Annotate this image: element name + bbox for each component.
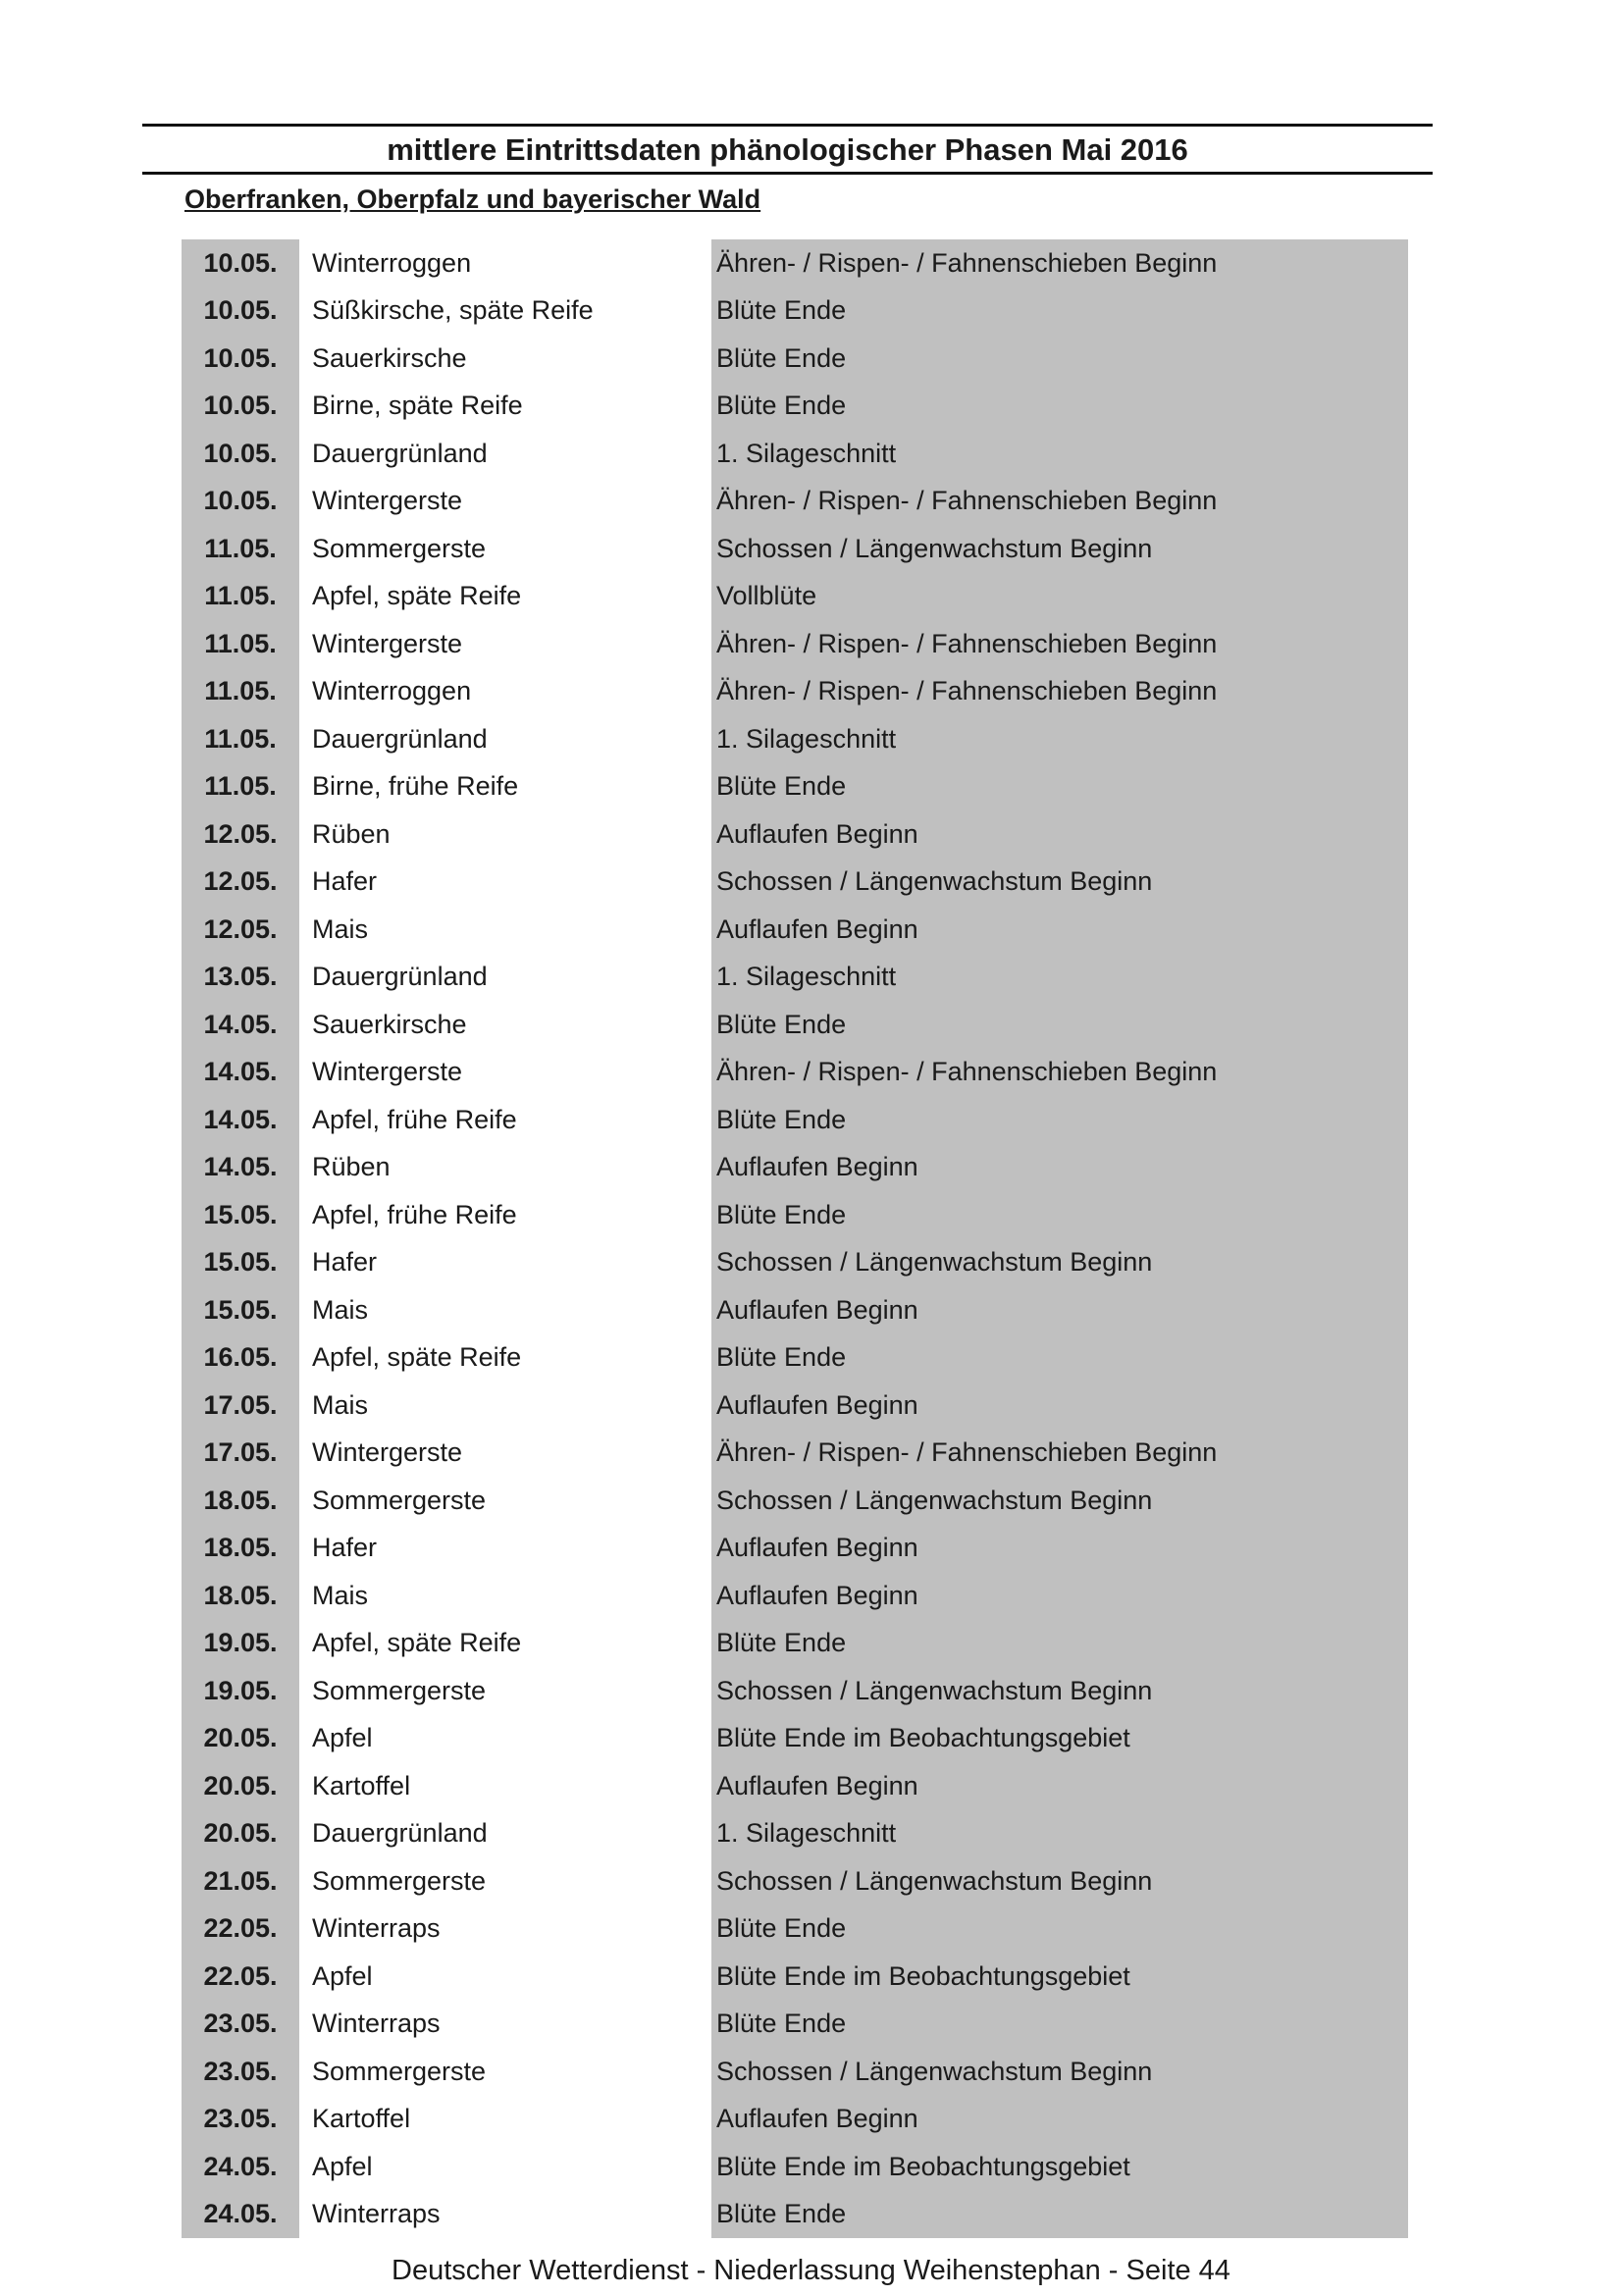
table-row: [182, 1191, 1408, 1239]
row-phase: Ähren- / Rispen- / Fahnenschieben Beginn: [711, 1049, 1408, 1097]
row-plant-cell: [299, 1762, 711, 1810]
row-plant: Dauergrünland: [312, 723, 488, 754]
row-phase: 1. Silageschnitt: [711, 1810, 1408, 1858]
row-plant: Apfel: [312, 1723, 373, 1753]
row-plant-cell: [299, 525, 711, 573]
table-row: [182, 1620, 1408, 1668]
row-plant: Rüben: [312, 818, 391, 849]
row-date: 22.05.: [182, 1953, 299, 2001]
row-plant-cell: [299, 1049, 711, 1097]
row-date: 18.05.: [182, 1525, 299, 1573]
table-row: [182, 1382, 1408, 1430]
row-plant-cell: [299, 1144, 711, 1192]
row-plant-cell: [299, 1905, 711, 1954]
row-date: 10.05.: [182, 287, 299, 336]
table-row: [182, 668, 1408, 716]
row-phase: Blüte Ende: [711, 1191, 1408, 1239]
table-row: [182, 1144, 1408, 1192]
table-row: [182, 525, 1408, 573]
row-phase: Ähren- / Rispen- / Fahnenschieben Beginn: [711, 478, 1408, 526]
phenology-table: [182, 239, 1408, 2238]
table-row: [182, 430, 1408, 478]
row-plant-cell: [299, 668, 711, 716]
table-row: [182, 239, 1408, 287]
row-plant: Birne, späte Reife: [312, 391, 523, 421]
row-date: 11.05.: [182, 715, 299, 763]
row-plant: Apfel, späte Reife: [312, 1628, 522, 1658]
phenology-table-body: [182, 239, 1408, 2238]
row-plant: Apfel, späte Reife: [312, 1342, 522, 1373]
row-phase: Auflaufen Beginn: [711, 1572, 1408, 1620]
table-row: [182, 2048, 1408, 2096]
row-phase: Auflaufen Beginn: [711, 2096, 1408, 2144]
table-row: [182, 620, 1408, 668]
row-plant: Kartoffel: [312, 1770, 411, 1800]
row-plant: Sommergerste: [312, 1865, 487, 1896]
row-date: 10.05.: [182, 478, 299, 526]
page-title: mittlere Eintrittsdaten phänologischer Phasen Mai 2016: [387, 132, 1188, 167]
table-row: [182, 1096, 1408, 1144]
row-plant: Sommergerste: [312, 533, 487, 563]
row-date: 10.05.: [182, 335, 299, 383]
table-row: [182, 1953, 1408, 2001]
row-phase: Schossen / Längenwachstum Beginn: [711, 1857, 1408, 1905]
row-phase: Blüte Ende: [711, 335, 1408, 383]
row-plant-cell: [299, 1191, 711, 1239]
row-phase: Blüte Ende: [711, 1001, 1408, 1049]
row-date: 12.05.: [182, 859, 299, 907]
row-phase: Blüte Ende: [711, 287, 1408, 336]
row-date: 17.05.: [182, 1430, 299, 1478]
row-plant-cell: [299, 1857, 711, 1905]
row-phase: Auflaufen Beginn: [711, 1286, 1408, 1334]
row-date: 11.05.: [182, 525, 299, 573]
table-row: [182, 1715, 1408, 1763]
row-phase: Blüte Ende: [711, 1620, 1408, 1668]
header-rule-bottom: [142, 172, 1433, 175]
row-plant-cell: [299, 954, 711, 1002]
row-plant-cell: [299, 1239, 711, 1287]
row-plant-cell: [299, 715, 711, 763]
row-plant: Mais: [312, 913, 369, 944]
row-phase: Schossen / Längenwachstum Beginn: [711, 1667, 1408, 1715]
row-plant-cell: [299, 1477, 711, 1525]
table-row: [182, 1334, 1408, 1383]
row-plant: Dauergrünland: [312, 1818, 488, 1849]
row-phase: Auflaufen Beginn: [711, 1382, 1408, 1430]
row-date: 19.05.: [182, 1620, 299, 1668]
row-date: 15.05.: [182, 1286, 299, 1334]
row-plant-cell: [299, 620, 711, 668]
row-date: 14.05.: [182, 1049, 299, 1097]
row-plant-cell: [299, 239, 711, 287]
table-row: [182, 1667, 1408, 1715]
row-phase: Ähren- / Rispen- / Fahnenschieben Beginn: [711, 239, 1408, 287]
table-row: [182, 1286, 1408, 1334]
row-plant: Winterraps: [312, 2199, 441, 2229]
table-row: [182, 1477, 1408, 1525]
row-phase: Auflaufen Beginn: [711, 1144, 1408, 1192]
row-phase: Blüte Ende im Beobachtungsgebiet: [711, 2143, 1408, 2191]
table-row: [182, 1001, 1408, 1049]
row-phase: Blüte Ende: [711, 1096, 1408, 1144]
row-plant: Rüben: [312, 1152, 391, 1182]
row-date: 10.05.: [182, 239, 299, 287]
row-plant: Wintergerste: [312, 1057, 463, 1087]
row-plant: Mais: [312, 1389, 369, 1420]
row-plant-cell: [299, 1382, 711, 1430]
row-plant: Apfel, frühe Reife: [312, 1104, 517, 1134]
row-plant-cell: [299, 383, 711, 431]
table-row: [182, 906, 1408, 954]
row-date: 11.05.: [182, 763, 299, 811]
row-date: 20.05.: [182, 1715, 299, 1763]
row-phase: Schossen / Längenwachstum Beginn: [711, 859, 1408, 907]
row-date: 17.05.: [182, 1382, 299, 1430]
row-plant: Kartoffel: [312, 2104, 411, 2134]
row-phase: Blüte Ende: [711, 1905, 1408, 1954]
row-date: 10.05.: [182, 430, 299, 478]
row-phase: Auflaufen Beginn: [711, 810, 1408, 859]
table-row: [182, 1905, 1408, 1954]
row-plant: Winterroggen: [312, 247, 472, 278]
table-row: [182, 859, 1408, 907]
row-plant-cell: [299, 1096, 711, 1144]
row-date: 11.05.: [182, 573, 299, 621]
table-row: [182, 1525, 1408, 1573]
table-row: [182, 1049, 1408, 1097]
table-row: [182, 1572, 1408, 1620]
row-phase: Schossen / Längenwachstum Beginn: [711, 1239, 1408, 1287]
row-plant-cell: [299, 906, 711, 954]
row-date: 11.05.: [182, 620, 299, 668]
row-phase: Schossen / Längenwachstum Beginn: [711, 2048, 1408, 2096]
row-plant: Winterroggen: [312, 676, 472, 706]
row-phase: Auflaufen Beginn: [711, 906, 1408, 954]
row-plant-cell: [299, 810, 711, 859]
row-date: 16.05.: [182, 1334, 299, 1383]
row-date: 23.05.: [182, 2096, 299, 2144]
row-plant: Süßkirsche, späte Reife: [312, 295, 594, 326]
table-row: [182, 2001, 1408, 2049]
row-phase: Vollblüte: [711, 573, 1408, 621]
row-date: 18.05.: [182, 1572, 299, 1620]
region-subtitle: Oberfranken, Oberpfalz und bayerischer Wald: [184, 184, 761, 214]
row-plant: Birne, frühe Reife: [312, 771, 519, 802]
row-plant-cell: [299, 573, 711, 621]
row-plant-cell: [299, 430, 711, 478]
row-plant-cell: [299, 287, 711, 336]
row-phase: 1. Silageschnitt: [711, 430, 1408, 478]
row-plant: Mais: [312, 1294, 369, 1325]
table-row: [182, 954, 1408, 1002]
row-plant: Sauerkirsche: [312, 1009, 467, 1039]
row-phase: 1. Silageschnitt: [711, 715, 1408, 763]
table-row: [182, 335, 1408, 383]
table-row: [182, 1430, 1408, 1478]
row-date: 14.05.: [182, 1001, 299, 1049]
table-row: [182, 810, 1408, 859]
row-date: 10.05.: [182, 383, 299, 431]
row-phase: Blüte Ende: [711, 1334, 1408, 1383]
row-plant: Mais: [312, 1580, 369, 1610]
row-phase: Blüte Ende im Beobachtungsgebiet: [711, 1715, 1408, 1763]
table-row: [182, 2096, 1408, 2144]
row-plant: Apfel, frühe Reife: [312, 1199, 517, 1229]
row-date: 14.05.: [182, 1096, 299, 1144]
row-phase: Ähren- / Rispen- / Fahnenschieben Beginn: [711, 668, 1408, 716]
row-date: 24.05.: [182, 2191, 299, 2239]
row-plant-cell: [299, 859, 711, 907]
row-plant: Hafer: [312, 866, 378, 897]
row-plant: Wintergerste: [312, 628, 463, 658]
row-plant-cell: [299, 2001, 711, 2049]
row-plant: Hafer: [312, 1533, 378, 1563]
row-plant: Wintergerste: [312, 486, 463, 516]
table-row: [182, 2191, 1408, 2239]
row-date: 11.05.: [182, 668, 299, 716]
row-plant-cell: [299, 1810, 711, 1858]
row-plant-cell: [299, 1620, 711, 1668]
row-plant: Apfel: [312, 1960, 373, 1991]
row-date: 19.05.: [182, 1667, 299, 1715]
table-row: [182, 1857, 1408, 1905]
row-phase: Blüte Ende: [711, 383, 1408, 431]
row-phase: Schossen / Längenwachstum Beginn: [711, 1477, 1408, 1525]
row-plant-cell: [299, 2143, 711, 2191]
row-plant: Sommergerste: [312, 1675, 487, 1705]
row-date: 13.05.: [182, 954, 299, 1002]
row-phase: Auflaufen Beginn: [711, 1762, 1408, 1810]
row-plant-cell: [299, 2048, 711, 2096]
table-row: [182, 715, 1408, 763]
row-plant-cell: [299, 2096, 711, 2144]
row-plant-cell: [299, 1715, 711, 1763]
row-date: 23.05.: [182, 2001, 299, 2049]
row-phase: Blüte Ende: [711, 2001, 1408, 2049]
table-row: [182, 573, 1408, 621]
row-date: 23.05.: [182, 2048, 299, 2096]
row-phase: Blüte Ende im Beobachtungsgebiet: [711, 1953, 1408, 2001]
row-plant-cell: [299, 1667, 711, 1715]
table-row: [182, 1239, 1408, 1287]
row-plant: Dauergrünland: [312, 438, 488, 468]
row-date: 12.05.: [182, 810, 299, 859]
row-plant-cell: [299, 1572, 711, 1620]
row-plant-cell: [299, 1953, 711, 2001]
row-plant-cell: [299, 1001, 711, 1049]
row-date: 24.05.: [182, 2143, 299, 2191]
table-row: [182, 2143, 1408, 2191]
row-plant-cell: [299, 1525, 711, 1573]
table-row: [182, 383, 1408, 431]
row-phase: Ähren- / Rispen- / Fahnenschieben Beginn: [711, 1430, 1408, 1478]
row-plant-cell: [299, 1430, 711, 1478]
row-plant-cell: [299, 335, 711, 383]
row-date: 12.05.: [182, 906, 299, 954]
row-plant: Hafer: [312, 1247, 378, 1278]
row-plant-cell: [299, 1334, 711, 1383]
header-rule-top: [142, 124, 1433, 127]
row-plant: Wintergerste: [312, 1437, 463, 1468]
row-plant: Apfel, späte Reife: [312, 581, 522, 611]
row-plant-cell: [299, 1286, 711, 1334]
row-plant-cell: [299, 763, 711, 811]
row-plant: Sommergerste: [312, 1485, 487, 1515]
row-plant: Sauerkirsche: [312, 342, 467, 373]
table-row: [182, 1810, 1408, 1858]
table-row: [182, 1762, 1408, 1810]
row-date: 21.05.: [182, 1857, 299, 1905]
row-phase: Blüte Ende: [711, 2191, 1408, 2239]
row-plant-cell: [299, 2191, 711, 2239]
row-plant: Dauergrünland: [312, 962, 488, 992]
row-date: 20.05.: [182, 1810, 299, 1858]
row-phase: Blüte Ende: [711, 763, 1408, 811]
row-date: 14.05.: [182, 1144, 299, 1192]
row-plant-cell: [299, 478, 711, 526]
row-date: 15.05.: [182, 1191, 299, 1239]
page-footer: Deutscher Wetterdienst - Niederlassung Weihenstephan - Seite 44: [392, 2255, 1230, 2286]
row-plant: Sommergerste: [312, 2056, 487, 2086]
row-phase: Ähren- / Rispen- / Fahnenschieben Beginn: [711, 620, 1408, 668]
row-plant: Apfel: [312, 2151, 373, 2181]
table-row: [182, 287, 1408, 336]
row-phase: Schossen / Längenwachstum Beginn: [711, 525, 1408, 573]
table-row: [182, 478, 1408, 526]
row-phase: 1. Silageschnitt: [711, 954, 1408, 1002]
row-date: 22.05.: [182, 1905, 299, 1954]
row-plant: Winterraps: [312, 2009, 441, 2039]
row-date: 15.05.: [182, 1239, 299, 1287]
table-row: [182, 763, 1408, 811]
row-date: 18.05.: [182, 1477, 299, 1525]
row-date: 20.05.: [182, 1762, 299, 1810]
row-phase: Auflaufen Beginn: [711, 1525, 1408, 1573]
row-plant: Winterraps: [312, 1913, 441, 1944]
